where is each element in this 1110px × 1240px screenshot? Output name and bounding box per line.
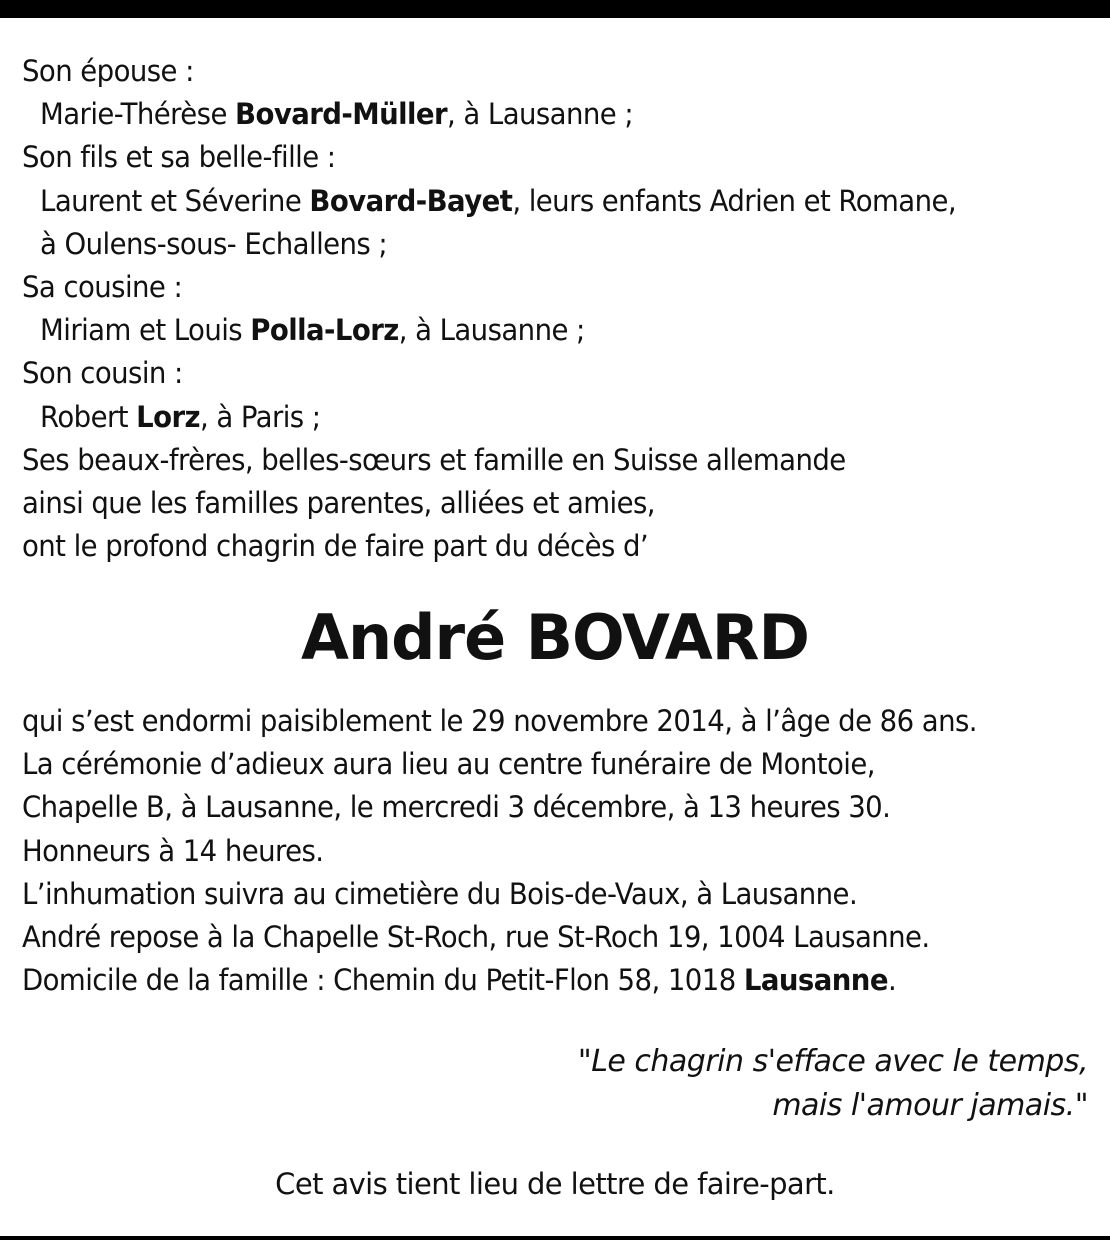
son-surname: Bovard-Bayet: [309, 183, 513, 218]
spouse-entry: [22, 93, 1043, 136]
burial-line: L’inhumation suivra au cimetière du Bois-de-Vaux, à Lausanne.: [22, 876, 858, 911]
cousin-female-location: , à Lausanne ;: [398, 313, 585, 348]
son-entry: [22, 180, 1043, 223]
cousin-female-heading: Sa cousine :: [22, 269, 183, 304]
son-first-names: Laurent et Séverine: [40, 183, 310, 218]
footer-note: Cet avis tient lieu de lettre de faire-part.: [275, 1167, 835, 1201]
family-list: [22, 50, 1043, 568]
death-date-line: qui s’est endormi paisiblement le 29 novembre 2014, à l’âge de 86 ans.: [22, 704, 977, 738]
top-border-rule: [0, 0, 1110, 18]
honours-line: Honneurs à 14 heures.: [22, 833, 324, 868]
cousin-female-entry: [22, 309, 1043, 352]
address-city: Lausanne: [743, 963, 888, 998]
cousin-male-heading: Son cousin :: [22, 356, 183, 391]
ceremony-line: La cérémonie d’adieux aura lieu au centre funéraire de Montoie,: [22, 747, 875, 782]
resting-place-line: André repose à la Chapelle St-Roch, rue St-Roch 19, 1004 Lausanne.: [22, 919, 930, 954]
deceased-name: André BOVARD: [301, 601, 809, 674]
ceremony-time-line: Chapelle B, à Lausanne, le mercredi 3 décembre, à 13 heures 30.: [22, 790, 891, 825]
cousin-male-location: , à Paris ;: [199, 399, 321, 434]
in-laws-line: Ses beaux-frères, belles-sœurs et famille en Suisse allemande: [22, 442, 846, 477]
cousin-male-entry: [22, 396, 1043, 439]
cousin-female-first-names: Miriam et Louis: [40, 313, 251, 348]
spouse-first-name: Marie-Thérèse: [40, 97, 236, 132]
cousin-female-surname: Polla-Lorz: [250, 313, 399, 348]
quote-line-2: mais l'amour jamais.": [772, 1088, 1088, 1123]
ceremony-details: [22, 700, 1043, 1002]
cousin-male-first-name: Robert: [40, 399, 137, 434]
son-location: à Oulens-sous- Echallens ;: [40, 226, 388, 261]
announcement-line: ont le profond chagrin de faire part du décès d’: [22, 529, 649, 564]
son-heading: Son fils et sa belle-fille :: [22, 140, 336, 175]
quote-line-1: "Le chagrin s'efface avec le temps,: [577, 1044, 1088, 1079]
cousin-male-surname: Lorz: [136, 399, 200, 434]
relatives-line: ainsi que les familles parentes, alliées et amies,: [22, 485, 655, 520]
address-text: Domicile de la famille : Chemin du Petit-Flon 58, 1018: [22, 963, 744, 998]
spouse-surname: Bovard-Müller: [235, 97, 448, 132]
son-children: , leurs enfants Adrien et Romane,: [512, 183, 957, 218]
family-address-line: [22, 959, 1043, 1002]
bottom-border-rule: [0, 1236, 1110, 1240]
memorial-quote: [578, 1040, 1088, 1128]
spouse-location: , à Lausanne ;: [447, 97, 634, 132]
spouse-heading: Son épouse :: [22, 54, 194, 88]
address-period: .: [887, 963, 897, 998]
